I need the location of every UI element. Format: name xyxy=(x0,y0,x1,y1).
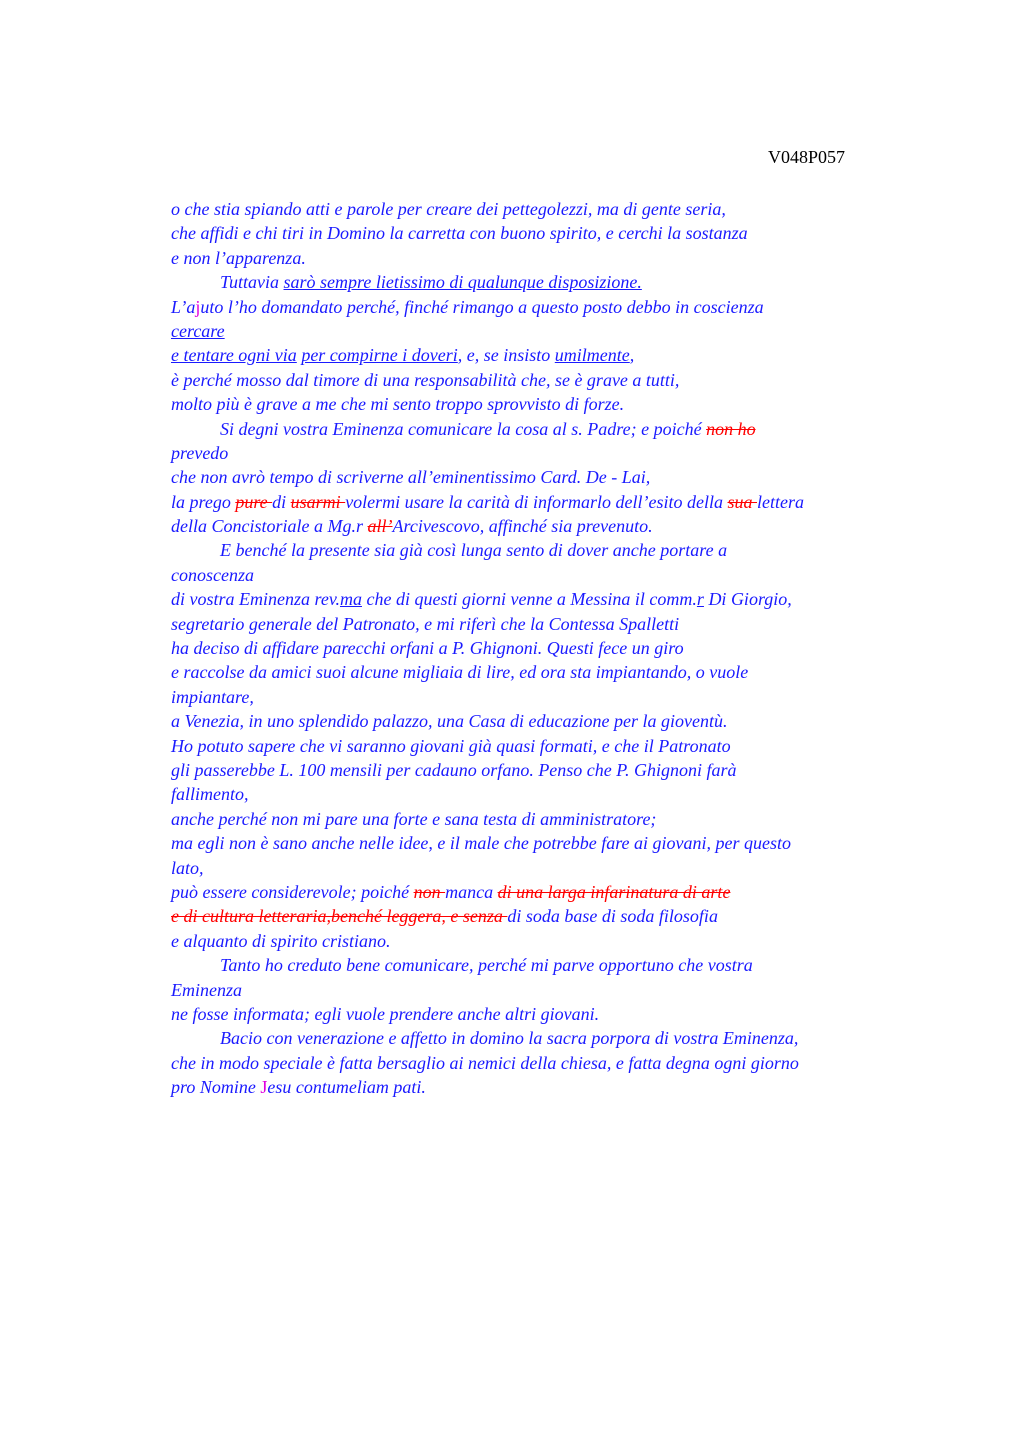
text-segment: Ho potuto sapere che vi saranno giovani già quasi formati, e che il Patronato xyxy=(171,735,731,756)
deleted-text: non xyxy=(413,881,446,902)
text-line xyxy=(171,197,931,221)
text-segment: ha deciso di affidare parecchi orfani a P. Ghignoni. Questi fece un giro xyxy=(171,638,684,659)
text-line xyxy=(171,441,931,465)
underlined-text: ma xyxy=(339,589,362,610)
text-segment: ne fosse informata; egli vuole prendere anche altri giovani. xyxy=(171,1003,600,1024)
text-segment: Di Giorgio, xyxy=(703,589,792,610)
text-line xyxy=(171,880,931,904)
text-segment: di soda base di soda filosofia xyxy=(507,906,718,927)
text-segment: , e, se insisto xyxy=(457,345,555,366)
text-segment: e alquanto di spirito cristiano. xyxy=(171,930,391,951)
text-line xyxy=(171,904,931,928)
underlined-text: r xyxy=(696,589,704,610)
text-segment: Eminenza xyxy=(171,979,242,1000)
text-line xyxy=(171,734,931,758)
text-segment: esu contumeliam pati. xyxy=(267,1077,426,1098)
text-line xyxy=(171,221,931,245)
text-line xyxy=(171,587,931,611)
text-line xyxy=(171,636,931,660)
text-line xyxy=(171,538,931,562)
text-segment: Si degni vostra Eminenza comunicare la cosa al s. Padre; e poiché xyxy=(220,418,707,439)
text-segment: che in modo speciale è fatta bersaglio ai nemici della chiesa, e fatta degna ogni giorno xyxy=(171,1052,799,1073)
text-segment: della Concistoriale a Mg.r xyxy=(171,516,368,537)
deleted-text: usarmi xyxy=(290,491,346,512)
text-line xyxy=(171,343,931,367)
text-line xyxy=(171,514,931,538)
text-line xyxy=(171,1051,931,1075)
text-segment: che di questi giorni venne a Messina il comm. xyxy=(361,589,697,610)
text-segment: gli passerebbe L. 100 mensili per cadauno orfano. Penso che P. Ghignoni farà xyxy=(171,759,737,780)
underlined-text: e tentare ogni via xyxy=(171,345,297,366)
text-segment: molto più è grave a me che mi sento troppo sprovvisto di forze. xyxy=(171,394,625,415)
text-segment: E benché la presente sia già così lunga sento di dover anche portare a xyxy=(220,540,728,561)
text-line xyxy=(171,246,931,270)
text-segment: uto l’ho domandato perché, finché rimango a questo posto debbo in coscienza xyxy=(200,296,764,317)
text-segment: L’a xyxy=(171,296,196,317)
text-segment: di vostra Eminenza rev. xyxy=(171,589,340,610)
text-line xyxy=(171,685,931,709)
text-line xyxy=(171,978,931,1002)
text-segment: o che stia spiando atti e parole per creare dei pettegolezzi, ma di gente seria, xyxy=(171,199,726,219)
text-segment: e raccolse da amici suoi alcune migliaia di lire, ed ora sta impiantando, o vuole xyxy=(171,662,749,683)
text-line xyxy=(171,807,931,831)
text-line xyxy=(171,563,931,587)
text-line xyxy=(171,929,931,953)
text-line xyxy=(171,953,931,977)
text-line xyxy=(171,709,931,733)
text-segment: a Venezia, in uno splendido palazzo, una Casa di educazione per la gioventù. xyxy=(171,711,728,732)
underlined-text: cercare xyxy=(171,320,225,341)
inserted-letter: j xyxy=(195,296,201,317)
text-segment: e non l’apparenza. xyxy=(171,247,306,268)
text-line xyxy=(171,856,931,880)
text-segment: conoscenza xyxy=(171,564,254,585)
deleted-text: pure xyxy=(235,491,273,512)
text-line xyxy=(171,1002,931,1026)
text-line xyxy=(171,782,931,806)
text-line xyxy=(171,1075,931,1099)
text-segment: anche perché non mi pare una forte e sana testa di amministratore; xyxy=(171,808,657,829)
text-line xyxy=(171,319,931,343)
underlined-text: umilmente xyxy=(554,345,630,366)
text-segment: ma egli non è sano anche nelle idee, e il male che potrebbe fare ai giovani, per questo xyxy=(171,833,792,854)
text-segment: può essere considerevole; poiché xyxy=(171,881,414,902)
inserted-letter: J xyxy=(260,1077,268,1098)
text-segment: prevedo xyxy=(171,442,229,463)
text-segment: che affidi e chi tiri in Domino la carretta con buono spirito, e cerchi la sostanza xyxy=(171,223,748,244)
text-segment: Bacio con venerazione e affetto in domino la sacra porpora di vostra Eminenza, xyxy=(220,1028,799,1049)
underlined-text: sarò sempre lietissimo di qualunque disposizione. xyxy=(283,272,642,293)
text-segment: segretario generale del Patronato, e mi riferì che la Contessa Spalletti xyxy=(171,613,680,634)
text-segment: pro Nomine xyxy=(171,1077,261,1098)
text-segment: è perché mosso dal timore di una responsabilità che, se è grave a tutti, xyxy=(171,369,680,390)
deleted-text: non ho xyxy=(706,418,756,439)
text-segment: , xyxy=(629,345,635,366)
text-segment: la prego xyxy=(171,491,236,512)
text-line xyxy=(171,392,931,416)
text-line xyxy=(171,465,931,489)
text-segment: manca xyxy=(445,881,498,902)
text-segment: di xyxy=(272,491,291,512)
deleted-text: e di cultura letteraria,benché leggera, e senza xyxy=(171,906,508,927)
text-line xyxy=(171,295,931,319)
text-segment: fallimento, xyxy=(171,784,249,805)
text-line xyxy=(171,758,931,782)
text-segment: Tanto ho creduto bene comunicare, perché mi parve opportuno che vostra xyxy=(220,955,753,976)
text-segment: Tuttavia xyxy=(220,272,284,293)
text-segment: impiantare, xyxy=(171,686,254,707)
text-line xyxy=(171,270,931,294)
text-line xyxy=(171,1026,931,1050)
deleted-text: sua xyxy=(727,491,758,512)
text-line xyxy=(171,831,931,855)
text-segment: Arcivescovo, affinché sia prevenuto. xyxy=(392,516,653,537)
underlined-text: per compirne i doveri xyxy=(301,345,458,366)
text-segment: che non avrò tempo di scriverne all’eminentissimo Card. De - Lai, xyxy=(171,467,651,488)
text-line xyxy=(171,417,931,441)
text-line xyxy=(171,660,931,684)
deleted-text: di una larga infarinatura di arte xyxy=(497,881,731,902)
letter-body xyxy=(171,197,931,1099)
text-line xyxy=(171,368,931,392)
page-identifier: V048P057 xyxy=(767,147,845,167)
text-line xyxy=(171,612,931,636)
text-segment: lato, xyxy=(171,857,204,878)
text-line xyxy=(171,490,931,514)
text-segment: lettera xyxy=(757,491,805,512)
text-segment: volermi usare la carità di informarlo dell’esito della xyxy=(345,491,728,512)
deleted-text: all’ xyxy=(367,516,393,537)
